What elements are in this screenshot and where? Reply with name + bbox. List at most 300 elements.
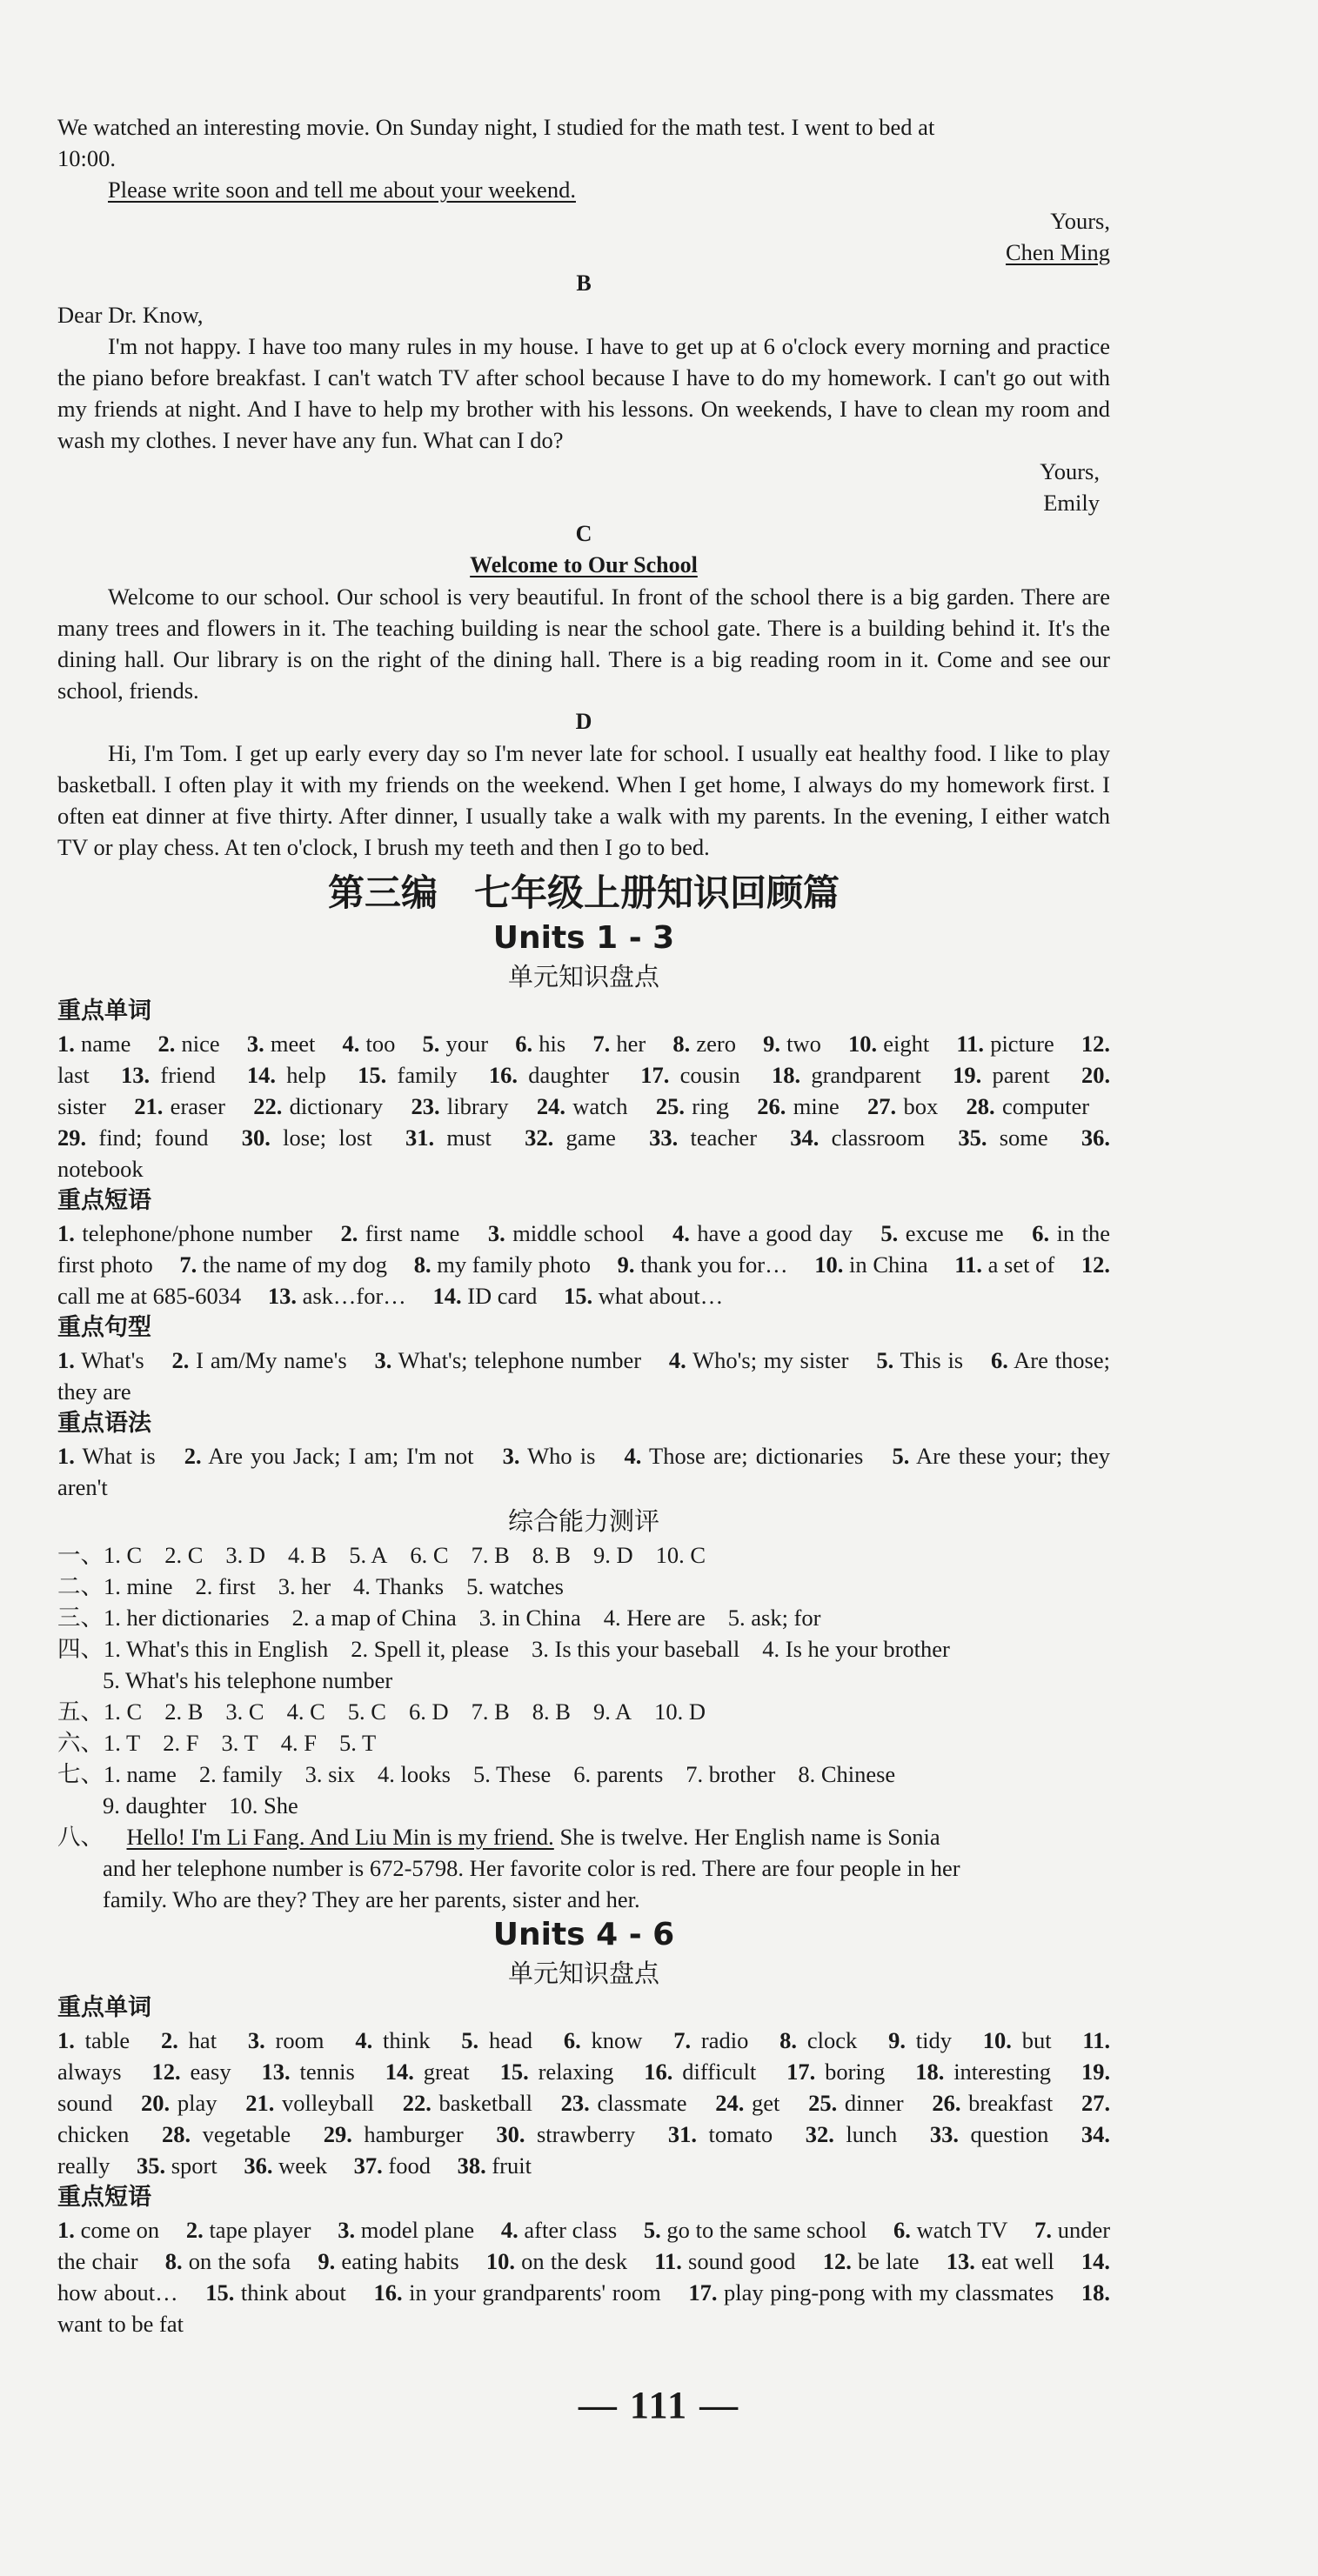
answer-item <box>915 2059 1051 2085</box>
answer-item <box>625 1443 864 1469</box>
answer-item <box>848 1031 929 1057</box>
answer-item <box>496 2121 635 2147</box>
test-answer: 2. Spell it, please <box>351 1636 510 1662</box>
section-label: B <box>576 270 592 296</box>
answer-item <box>186 2217 311 2243</box>
answer-item <box>501 2217 617 2243</box>
phrases-heading: 重点短语 <box>57 1187 151 1214</box>
item-text: middle school <box>505 1220 645 1246</box>
test-answer: 2. C <box>164 1542 204 1568</box>
item-text: think <box>372 2027 431 2053</box>
item-text: What's; telephone number <box>391 1347 642 1373</box>
item-text: Who's; my sister <box>686 1347 849 1373</box>
test-answer: 6. parents <box>573 1761 664 1787</box>
answer-item <box>876 1347 963 1373</box>
item-text: family <box>386 1062 458 1088</box>
answer-page <box>57 111 1110 2339</box>
item-number: 18. <box>1080 2279 1110 2306</box>
item-text: on the sofa <box>182 2248 291 2274</box>
answer-item <box>669 1347 849 1373</box>
item-text: the name of my dog <box>197 1251 388 1278</box>
item-text: think about <box>234 2279 346 2306</box>
item-number: 24. <box>536 1093 565 1119</box>
answer-item <box>486 2248 627 2274</box>
answer-item <box>57 2027 130 2053</box>
item-number: 38. <box>457 2152 486 2179</box>
item-text: dictionary <box>282 1093 384 1119</box>
item-text: what about… <box>592 1283 724 1309</box>
answer-item <box>253 1093 383 1119</box>
item-text: under the chair <box>57 2217 1111 2274</box>
item-text: nice <box>175 1031 220 1057</box>
item-number: 11. <box>654 2248 682 2274</box>
answer-item <box>644 2217 867 2243</box>
item-number: 3. <box>246 1031 264 1057</box>
item-number: 1. <box>57 1443 75 1469</box>
test-answer: 5. What's his telephone number <box>103 1667 393 1693</box>
test-row <box>57 1571 1110 1602</box>
item-number: 3. <box>502 1443 520 1469</box>
key-words-list <box>57 1028 1110 1185</box>
item-text: her <box>610 1031 646 1057</box>
item-number: 9. <box>318 2248 336 2274</box>
item-text: know <box>580 2027 643 2053</box>
test-answer: 4. B <box>288 1542 327 1568</box>
answer-item <box>324 2121 464 2147</box>
test-row-label: 五、 <box>57 1698 104 1725</box>
item-number: 18. <box>915 2059 945 2085</box>
item-number: 14. <box>385 2059 414 2085</box>
item-text: basketball <box>431 2090 532 2116</box>
item-text: room <box>264 2027 324 2053</box>
answer-item <box>564 2027 643 2053</box>
item-number: 19. <box>1080 2059 1111 2085</box>
item-text: What's <box>74 1347 144 1373</box>
test-answer: 6. C <box>410 1542 449 1568</box>
answer-item <box>179 1251 387 1278</box>
answer-item <box>405 1124 492 1151</box>
item-text: Are these your; they aren't <box>57 1443 1111 1500</box>
item-text: friend <box>150 1062 216 1088</box>
item-text: hamburger <box>351 2121 464 2147</box>
item-number: 3. <box>487 1220 505 1246</box>
units-title: Units 1 - 3 <box>492 920 675 956</box>
answer-item <box>343 1031 396 1057</box>
test-answer: 5. ask; for <box>727 1605 821 1631</box>
item-number: 21. <box>245 2090 275 2116</box>
item-number: 4. <box>500 2217 519 2243</box>
test-answer: 4. looks <box>378 1761 451 1787</box>
answer-item <box>141 2090 217 2116</box>
answer-item <box>790 1124 925 1151</box>
passage-d <box>57 706 1110 863</box>
item-number: 5. <box>461 2027 479 2053</box>
item-text: strawberry <box>525 2121 636 2147</box>
item-text: go to the same school <box>660 2217 867 2243</box>
item-number: 17. <box>786 2059 816 2085</box>
item-text: mine <box>786 1093 840 1119</box>
test-answer: 3. six <box>304 1761 356 1787</box>
item-number: 2. <box>185 2217 204 2243</box>
item-number: 23. <box>560 2090 590 2116</box>
item-number: 5. <box>876 1347 894 1373</box>
test-answer: 6. D <box>408 1698 449 1725</box>
answer-item <box>956 1031 1054 1057</box>
writing-text: family. Who are they? They are her parents, sister and her. <box>103 1886 640 1912</box>
item-text: daughter <box>518 1062 609 1088</box>
test-answer: 7. brother <box>686 1761 776 1787</box>
item-number: 15. <box>358 1062 387 1088</box>
answer-item <box>338 2217 474 2243</box>
item-number: 27. <box>1080 2090 1111 2116</box>
item-text: ask…for… <box>296 1283 406 1309</box>
item-number: 5. <box>643 2217 661 2243</box>
item-number: 5. <box>880 1220 899 1246</box>
phrases-heading: 重点短语 <box>57 2184 151 2211</box>
writing-text: She is twelve. Her English name is Sonia <box>553 1824 940 1850</box>
test-heading: 综合能力测评 <box>507 1506 659 1536</box>
key-grammar-list <box>57 1440 1110 1503</box>
answer-item <box>808 2090 904 2116</box>
item-number: 12. <box>1080 1251 1111 1278</box>
item-number: 17. <box>640 1062 670 1088</box>
test-answer: 4. Here are <box>603 1605 706 1631</box>
item-number: 26. <box>932 2090 961 2116</box>
answer-item <box>958 1124 1047 1151</box>
item-text: tidy <box>905 2027 952 2053</box>
words-heading: 重点单词 <box>57 1994 151 2021</box>
item-number: 10. <box>982 2027 1012 2053</box>
item-number: 7. <box>592 1031 611 1057</box>
item-number: 12. <box>151 2059 181 2085</box>
item-text: your <box>439 1031 489 1057</box>
answer-item <box>649 1124 757 1151</box>
item-number: 6. <box>1032 1220 1050 1246</box>
item-number: 24. <box>715 2090 745 2116</box>
test-answer: 2. family <box>198 1761 283 1787</box>
answer-item <box>763 1031 821 1057</box>
test-answer: 1. name <box>104 1761 177 1787</box>
answer-item <box>385 2059 470 2085</box>
item-number: 6. <box>893 2217 911 2243</box>
item-number: 15. <box>499 2059 529 2085</box>
test-answer: 1. mine <box>104 1573 173 1599</box>
answer-item <box>268 1283 406 1309</box>
item-text: boring <box>815 2059 886 2085</box>
item-number: 11. <box>1082 2027 1111 2053</box>
test-row <box>57 1602 1110 1633</box>
answer-item <box>161 2027 217 2053</box>
item-number: 36. <box>1080 1124 1111 1151</box>
test-row-label: 一、 <box>57 1542 104 1568</box>
item-number: 20. <box>1080 1062 1111 1088</box>
test-row-continued <box>57 1790 1110 1821</box>
item-number: 28. <box>966 1093 995 1119</box>
answer-item <box>525 1124 616 1151</box>
item-text: have a good day <box>689 1220 853 1246</box>
item-number: 12. <box>822 2248 852 2274</box>
item-number: 32. <box>525 1124 554 1151</box>
answer-item <box>245 2090 374 2116</box>
item-number: 34. <box>1080 2121 1111 2147</box>
item-text: my family photo <box>431 1251 591 1278</box>
item-text: but <box>1011 2027 1052 2053</box>
item-number: 6. <box>563 2027 581 2053</box>
item-text: excuse me <box>898 1220 1004 1246</box>
letter-a-line: We watched an interesting movie. On Sunday night, I studied for the math test. I went to bed at <box>57 114 935 140</box>
item-number: 2. <box>157 1031 176 1057</box>
letter-a-underlined: Please write soon and tell me about your weekend. <box>108 177 576 203</box>
item-text: dinner <box>837 2090 904 2116</box>
answer-item <box>880 1220 1003 1246</box>
answer-item <box>772 1062 921 1088</box>
key-words-list <box>57 2025 1110 2181</box>
answer-item <box>672 1031 736 1057</box>
item-text: eat well <box>974 2248 1054 2274</box>
item-text: tomato <box>697 2121 773 2147</box>
item-text: want to be fat <box>57 2311 184 2337</box>
test-answer: 7. B <box>471 1542 510 1568</box>
item-number: 31. <box>667 2121 697 2147</box>
test-answer: 3. T <box>221 1730 258 1756</box>
item-number: 2. <box>161 2027 178 2053</box>
item-number: 17. <box>688 2279 718 2306</box>
item-text: great <box>413 2059 470 2085</box>
item-text: zero <box>690 1031 736 1057</box>
item-text: This is <box>893 1347 964 1373</box>
letter-b-body: I'm not happy. I have too many rules in my house. I have to get up at 6 o'clock every morning and practice the piano before breakfast. I can't watch TV after school because I have to do my homework. I can't go out with my friends at night. And I have to help my brother with his lessons. On weekends, I have to clean my room and wash my clothes. I never have any fun. What can I do? <box>57 333 1110 453</box>
test-answer: 7. B <box>471 1698 510 1725</box>
words-heading: 重点单词 <box>57 998 151 1024</box>
answer-item <box>461 2027 532 2053</box>
item-text: in the first photo <box>57 1220 1111 1278</box>
item-number: 4. <box>624 1443 642 1469</box>
answer-item <box>888 2027 952 2053</box>
item-text: notebook <box>57 1156 144 1182</box>
item-text: telephone/phone number <box>74 1220 312 1246</box>
item-number: 15. <box>205 2279 235 2306</box>
test-row-label: 四、 <box>57 1636 104 1662</box>
item-number: 4. <box>355 2027 373 2053</box>
test-answer: 10. C <box>655 1542 706 1568</box>
item-text: vegetable <box>191 2121 291 2147</box>
test-answer: 1. C <box>104 1698 143 1725</box>
answer-item <box>244 2152 327 2179</box>
item-text: thank you for… <box>634 1251 788 1278</box>
item-text: too <box>359 1031 396 1057</box>
answer-item <box>414 1251 591 1278</box>
item-number: 25. <box>655 1093 685 1119</box>
test-answer: 5. T <box>338 1730 377 1756</box>
item-number: 1. <box>57 2217 75 2243</box>
item-number: 29. <box>323 2121 352 2147</box>
item-number: 16. <box>488 1062 519 1088</box>
answer-item <box>618 1251 788 1278</box>
item-text: two <box>779 1031 821 1057</box>
item-number: 19. <box>953 1062 982 1088</box>
item-text: find; found <box>86 1124 209 1151</box>
answer-item <box>57 2217 159 2243</box>
answer-item <box>500 2059 614 2085</box>
sentences-heading: 重点句型 <box>57 1314 151 1341</box>
item-number: 5. <box>892 1443 910 1469</box>
item-text: how about… <box>57 2279 178 2306</box>
letter-b-closing: Yours, <box>1040 458 1100 484</box>
answer-item <box>458 2152 532 2179</box>
item-number: 10. <box>485 2248 515 2274</box>
item-number: 3. <box>247 2027 265 2053</box>
answer-item <box>403 2090 532 2116</box>
item-number: 2. <box>171 1347 190 1373</box>
test-answer: 1. C <box>104 1542 143 1568</box>
test-answer: 3. her <box>278 1573 331 1599</box>
item-text: watch TV <box>910 2217 1008 2243</box>
answer-item <box>806 2121 898 2147</box>
item-text: in China <box>843 1251 928 1278</box>
units-title: Units 4 - 6 <box>492 1917 675 1952</box>
item-text: eating habits <box>335 2248 459 2274</box>
answer-item <box>786 2059 885 2085</box>
answer-item <box>205 2279 346 2306</box>
answer-item <box>151 2059 231 2085</box>
item-number: 16. <box>644 2059 673 2085</box>
test-answer: 8. B <box>532 1698 571 1725</box>
test-answer: 5. C <box>347 1698 386 1725</box>
item-number: 8. <box>779 2027 798 2053</box>
item-text: in your grandparents' room <box>402 2279 661 2306</box>
item-text: table <box>74 2027 130 2053</box>
answer-item <box>823 2248 920 2274</box>
answer-item <box>503 1443 596 1469</box>
test-answer: 1. her dictionaries <box>104 1605 270 1631</box>
answer-item <box>757 1093 839 1119</box>
item-text: grandparent <box>800 1062 921 1088</box>
answer-item <box>57 1347 144 1373</box>
answer-item <box>779 2027 857 2053</box>
item-text: breakfast <box>960 2090 1054 2116</box>
item-number: 30. <box>241 1124 271 1151</box>
item-text: model plane <box>355 2217 475 2243</box>
item-text: easy <box>180 2059 231 2085</box>
item-text: teacher <box>678 1124 758 1151</box>
item-text: tape player <box>203 2217 311 2243</box>
item-number: 21. <box>134 1093 164 1119</box>
item-number: 23. <box>411 1093 440 1119</box>
item-number: 6. <box>515 1031 533 1057</box>
item-number: 28. <box>161 2121 191 2147</box>
letter-b-signature: Emily <box>1043 490 1100 516</box>
item-text: always <box>57 2059 122 2085</box>
item-number: 8. <box>164 2248 183 2274</box>
answer-item <box>340 1220 459 1246</box>
key-sentences-list <box>57 1345 1110 1407</box>
letter-a-line: 10:00. <box>57 145 116 171</box>
answer-item <box>488 1220 645 1246</box>
test-answer: 4. Thanks <box>353 1573 445 1599</box>
item-text: computer <box>994 1093 1090 1119</box>
test-answer: 3. C <box>225 1698 264 1725</box>
item-text: radio <box>691 2027 749 2053</box>
test-answer: 9. D <box>592 1542 633 1568</box>
test-answers <box>57 1539 1110 1821</box>
letter-b <box>57 268 1110 518</box>
item-number: 35. <box>958 1124 987 1151</box>
answer-item <box>564 1283 723 1309</box>
answer-item <box>893 2217 1007 2243</box>
units-4-6 <box>57 1915 1110 2339</box>
test-answer: 3. D <box>225 1542 266 1568</box>
item-text: tennis <box>290 2059 355 2085</box>
item-text: classmate <box>589 2090 687 2116</box>
answer-item <box>247 1062 326 1088</box>
test-answer: 1. What's this in English <box>104 1636 329 1662</box>
item-number: 30. <box>496 2121 525 2147</box>
test-row-label: 二、 <box>57 1573 104 1599</box>
item-text: after class <box>518 2217 618 2243</box>
units-subtitle: 单元知识盘点 <box>507 1959 659 1988</box>
item-number: 7. <box>179 1251 197 1278</box>
item-text: sound good <box>681 2248 796 2274</box>
answer-item <box>640 1062 740 1088</box>
item-text: some <box>987 1124 1048 1151</box>
answer-item <box>515 1031 565 1057</box>
item-number: 6. <box>990 1347 1008 1373</box>
key-phrases-list <box>57 2214 1110 2339</box>
letter-a <box>57 111 1110 268</box>
answer-item <box>654 2248 795 2274</box>
answer-item <box>374 1347 641 1373</box>
test-row <box>57 1696 1110 1727</box>
test-answer: 2. F <box>163 1730 199 1756</box>
item-number: 29. <box>57 1124 87 1151</box>
answer-item <box>121 1062 216 1088</box>
answer-item <box>373 2279 660 2306</box>
answer-item <box>947 2248 1054 2274</box>
item-number: 4. <box>668 1347 686 1373</box>
item-text: volleyball <box>274 2090 374 2116</box>
item-number: 7. <box>1034 2217 1053 2243</box>
item-text: picture <box>984 1031 1054 1057</box>
answer-item <box>561 2090 687 2116</box>
test-answer: 10. D <box>654 1698 706 1725</box>
test-answer: 5. These <box>472 1761 552 1787</box>
item-number: 11. <box>954 1251 982 1278</box>
item-text: be late <box>851 2248 920 2274</box>
test-answer: 4. F <box>280 1730 317 1756</box>
test-answer: 1. T <box>104 1730 141 1756</box>
item-number: 9. <box>763 1031 780 1057</box>
writing-label: 八、 <box>57 1824 104 1850</box>
item-text: cousin <box>669 1062 740 1088</box>
item-number: 18. <box>772 1062 801 1088</box>
item-number: 1. <box>57 1220 75 1246</box>
test-row <box>57 1727 1110 1758</box>
item-number: 1. <box>57 1347 75 1373</box>
item-number: 22. <box>253 1093 283 1119</box>
answer-item <box>57 1031 130 1057</box>
item-text: interesting <box>944 2059 1052 2085</box>
item-number: 26. <box>757 1093 786 1119</box>
item-number: 10. <box>848 1031 878 1057</box>
item-text: name <box>74 1031 131 1057</box>
test-answer: 8. B <box>532 1542 571 1568</box>
item-text: library <box>439 1093 509 1119</box>
item-number: 31. <box>405 1124 435 1151</box>
grammar-heading: 重点语法 <box>57 1410 151 1437</box>
answer-item <box>57 1220 312 1246</box>
test-answer: 5. watches <box>466 1573 564 1599</box>
test-answer: 5. A <box>349 1542 388 1568</box>
